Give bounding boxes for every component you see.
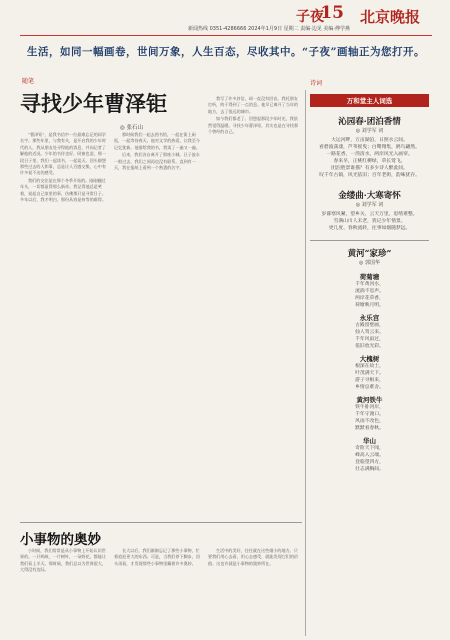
- poem-line: 默默看春秋。: [355, 425, 384, 431]
- article-kicker: 随笔: [22, 78, 35, 85]
- page-number: 15: [320, 3, 344, 23]
- article-paragraph: 长大以后，我们渐渐忘记了那些小事物，忙着追赶更大的东西。可是，当我们停下脚步，回头再看，才发现那些小事物里藏着许多奥妙。: [114, 548, 200, 566]
- sub-article-column-1: [20, 548, 108, 636]
- article-paragraph: 如今我们都老了。回想起那段少年时光，我依然觉得温暖。寻找少年曹泽钜，其实也是在寻找那个曾经的自己。: [208, 116, 299, 135]
- poem-line: 一路花香，一湾清水，两岸风光入画帘。: [326, 152, 413, 157]
- sidebar-header: 万和堂主人词选: [310, 94, 429, 107]
- poem-line: 流淌不息声。: [355, 288, 384, 294]
- section-name: 子夜: [296, 9, 324, 25]
- masthead-rule: [20, 35, 432, 36]
- poem-author: ◎ 刘学军 词: [355, 128, 384, 134]
- short-poem-title: 荷菊塘: [359, 272, 380, 281]
- poem-line: 奇险天下闻，: [355, 445, 384, 451]
- poem-author: ◎ 刘学军 词: [355, 202, 384, 208]
- poem-line: 千年黄河水，: [355, 281, 384, 287]
- poem-line: 雪满山川人未老，犹记少年情景。: [333, 219, 406, 224]
- article-paragraph: 我写了许多封信，却一直没有回音。我托朋友打听，终于得到了一点消息。他早已离开了当年的地方，去了很远的城市。: [208, 96, 299, 114]
- paper-name: 北京晚报: [359, 8, 420, 26]
- article-paragraph: 小时候，我们常常是从小事物上开始认识世界的。一只蚂蚁，一片树叶，一朵野花，都能让我们看上半天。那时候，我们总以为世界很大，大得没有边际。: [20, 548, 106, 573]
- poem-line: 更几度、春秋流转，往事如烟随梦远。: [328, 226, 411, 231]
- poem-line: 荷塘映月明。: [355, 302, 384, 308]
- sub-article-title: 小事物的奥妙: [20, 532, 101, 548]
- sub-article-column-2: [114, 548, 202, 636]
- poem-line: 铁牛卧河岸，: [355, 404, 384, 410]
- hotline-info: 新闻热线 0351-4286666 2024年1月9日 星期二 责编·边见 美编·傅学燕: [188, 26, 351, 32]
- short-poem-title: 华山: [363, 436, 376, 445]
- article-column-2: [114, 132, 202, 517]
- poem-author: ◎ 郭国华: [359, 259, 380, 266]
- poem-line: 乡情总难舍。: [355, 384, 384, 390]
- poem-line: 春来早，正桃红柳绿，草长莺飞。: [333, 159, 406, 164]
- article-byline: ◎ 张石山: [120, 125, 144, 131]
- article-paragraph: 我们的交往是在那个冬季开始的。刚刚翻过年头，一切都显得那么新奇。我记得他总是笑着，说起自己家里的事，仿佛那只是寻常日子。多年以后，我才明白，那份从容是何等的难得。: [20, 177, 106, 203]
- page-slogan: 生活，如同一幅画卷，世间万象，人生百态，尽收其中。“子夜”画轴正为您打开。: [26, 46, 426, 58]
- article-paragraph: 那时候我们一起去图书馆，一起在街上闲逛，一起等待春天。他对文学的热爱，让我至今记忆犹新。他借给我的书，我读了一遍又一遍。: [114, 132, 200, 150]
- short-poem-title: 大槐树: [359, 354, 380, 363]
- poem-line: 团泊胜景谁描？有多少诗人醉此间。: [331, 166, 408, 171]
- article-paragraph: “曹泽钜”，是我书信中一位最难忘记的同学名字。那些年里，与我有关，是开启我的少年时代的人，我从朋友处寻得他的消息，并向记者了解他的近况。少年的书伴也好，同窗也罢，那一段日子里，我们一起读书，一起谈天。回头细想那些过去的人和事，总是让人百感交集，心中有许多说不出的感受。: [20, 132, 106, 176]
- poem-line: 千年风雨过，: [355, 336, 384, 342]
- short-poem-title: 永乐宫: [359, 313, 380, 322]
- poem-title: 沁园春·团泊香情: [338, 117, 401, 127]
- short-poem-title: 黄河铁牛: [356, 395, 383, 404]
- sidebar-kicker: 诗词: [310, 80, 323, 87]
- poem-line: 依旧放光彩。: [355, 343, 384, 349]
- poem-line: 大运河畔，万亩湖泊，日照水云间。: [331, 138, 408, 143]
- article-title: 寻找少年曹泽钜: [20, 92, 167, 116]
- poem-line: 登临望四方，: [355, 459, 384, 465]
- poem-line: 壮志满胸间。: [355, 466, 384, 472]
- poem-line: 岁暮寒风紧，望乡关、云天万里，思绪难整。: [321, 212, 418, 217]
- poem-line: 古殿留壁画，: [355, 322, 384, 328]
- poem-line: 仙人驾云来。: [355, 329, 384, 335]
- poem-line: 叶茂满天下。: [355, 370, 384, 376]
- poem-line: 游子寻根来，: [355, 377, 384, 383]
- article-column-1: [20, 132, 108, 517]
- poem-title: 金缕曲·大寒寄怀: [338, 191, 401, 201]
- article-paragraph: 后来，我们各自离开了那座小城。日子流水一般过去，我们之间再也没有联系。直到有一天，我在报纸上看到一个熟悉的名字。: [114, 152, 200, 171]
- poem-line: 峰高入云端。: [355, 452, 384, 458]
- article-paragraph: 生活中的美好，往往就在这些细小的地方。只要我们用心去看，用心去感受，就能发现它们的价值。这也许就是小事物的奥妙所在。: [208, 548, 299, 566]
- poem-title: 黄河“家珍”: [347, 248, 392, 259]
- poem-line: 风雨不改色，: [355, 418, 384, 424]
- article-column-3: [208, 96, 300, 517]
- poem-line: 两岸花草香，: [355, 295, 384, 301]
- poem-line: 叹千年古镇，风光依旧；百年老街，韵味犹存。: [319, 173, 420, 178]
- sidebar-divider: [310, 240, 429, 241]
- poem-line: 看碧波荡漾，芦苇摇曳；白鹭翔集，鸥鸟翩然。: [319, 145, 420, 150]
- section-divider: [20, 522, 302, 523]
- poetry-sidebar: [305, 90, 433, 636]
- poem-line: 根深在故土，: [355, 363, 384, 369]
- sub-article-column-3: [208, 548, 300, 636]
- poem-line: 千年守渡口。: [355, 411, 384, 417]
